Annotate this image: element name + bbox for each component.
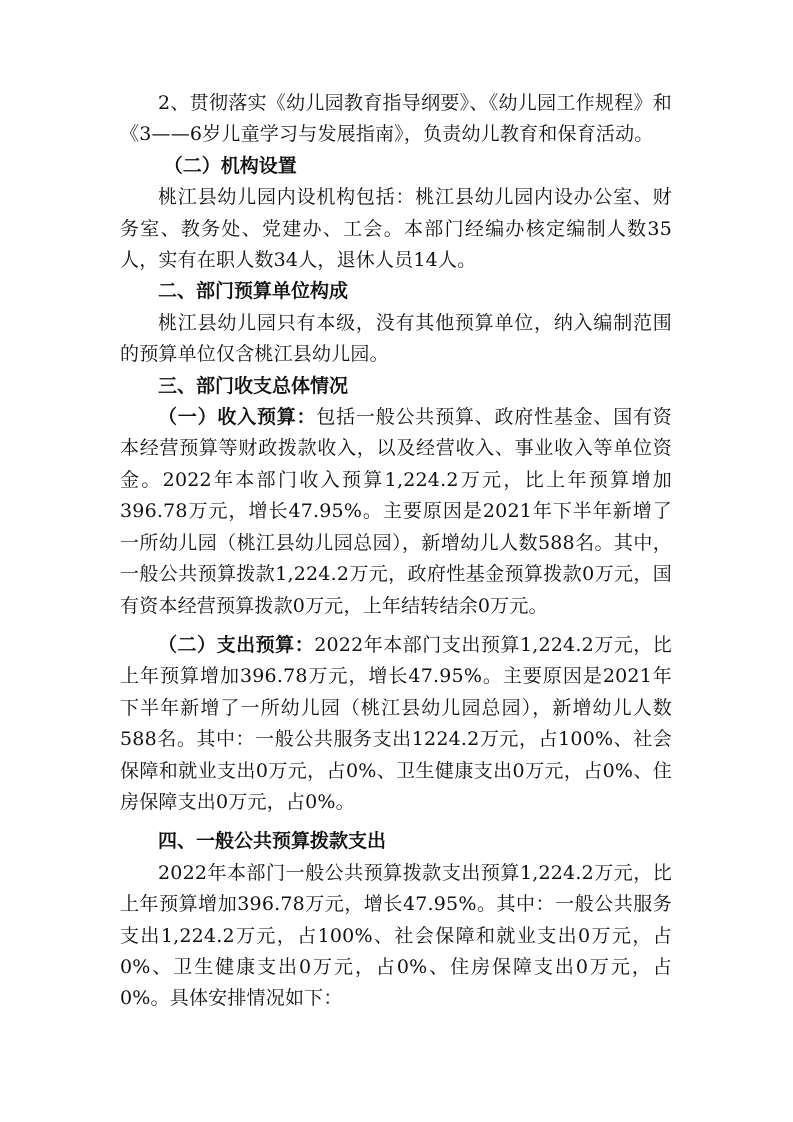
expense-budget-lead: （二）支出预算： — [158, 633, 315, 656]
paragraph-budget-units: 桃江县幼儿园只有本级，没有其他预算单位，纳入编制范围的预算单位仅含桃江县幼儿园。 — [120, 311, 672, 366]
heading-income-expense-overview: 三、部门收支总体情况 — [158, 374, 349, 397]
heading-general-public-budget: 四、一般公共预算拨款支出 — [158, 830, 387, 853]
paragraph-org-setup: 桃江县幼儿园内设机构包括：桃江县幼儿园内设办公室、财务室、教务处、党建办、工会。本部门经编办核定编制人数35人，实有在职人数34人，退休人员14人。 — [120, 186, 672, 272]
document-page — [120, 88, 672, 1015]
paragraph-income-budget — [120, 402, 672, 622]
heading-org-setup: （二）机构设置 — [163, 154, 297, 177]
paragraph-expense-budget — [120, 630, 672, 818]
paragraph-duty-2: 2、贯彻落实《幼儿园教育指导纲要》、《幼儿园工作规程》和《3——6岁儿童学习与发展指南》，负责幼儿教育和保育活动。 — [120, 92, 672, 146]
heading-budget-units: 二、部门预算单位构成 — [158, 280, 349, 303]
expense-budget-body: 2022年本部门支出预算1,224.2万元，比上年预算增加396.78万元，增长47.95%。主要原因是2021年下半年新增了一所幼儿园（桃江县幼儿园总园），新增幼儿人数588名。其中：一般公共服务支出1224.2万元，占100%、社会保障和就业支出0万元，占0%、卫生健康支出0万元，占0%、住房保障支出0万元，占0%。 — [120, 633, 672, 813]
income-budget-body: 包括一般公共预算、政府性基金、国有资本经营预算等财政拨款收入，以及经营收入、事业收入等单位资金。2022年本部门收入预算1,224.2万元，比上年预算增加396.78万元，增长47.95%。主要原因是2021年下半年新增了一所幼儿园（桃江县幼儿园总园），新增幼儿人数588名。其中，一般公共预算拨款1,224.2万元，政府性基金预算拨款0万元，国有资本经营预算拨款0万元，上年结转结余0万元。 — [120, 406, 672, 617]
paragraph-general-public-budget: 2022年本部门一般公共预算拨款支出预算1,224.2万元，比上年预算增加396.78万元，增长47.95%。其中：一般公共服务支出1,224.2万元，占100%、社会保障和就业支出0万元，占0%、卫生健康支出0万元，占0%、住房保障支出0万元，占0%。具体安排情况如下： — [120, 861, 672, 1010]
income-budget-lead: （一）收入预算： — [158, 406, 317, 429]
